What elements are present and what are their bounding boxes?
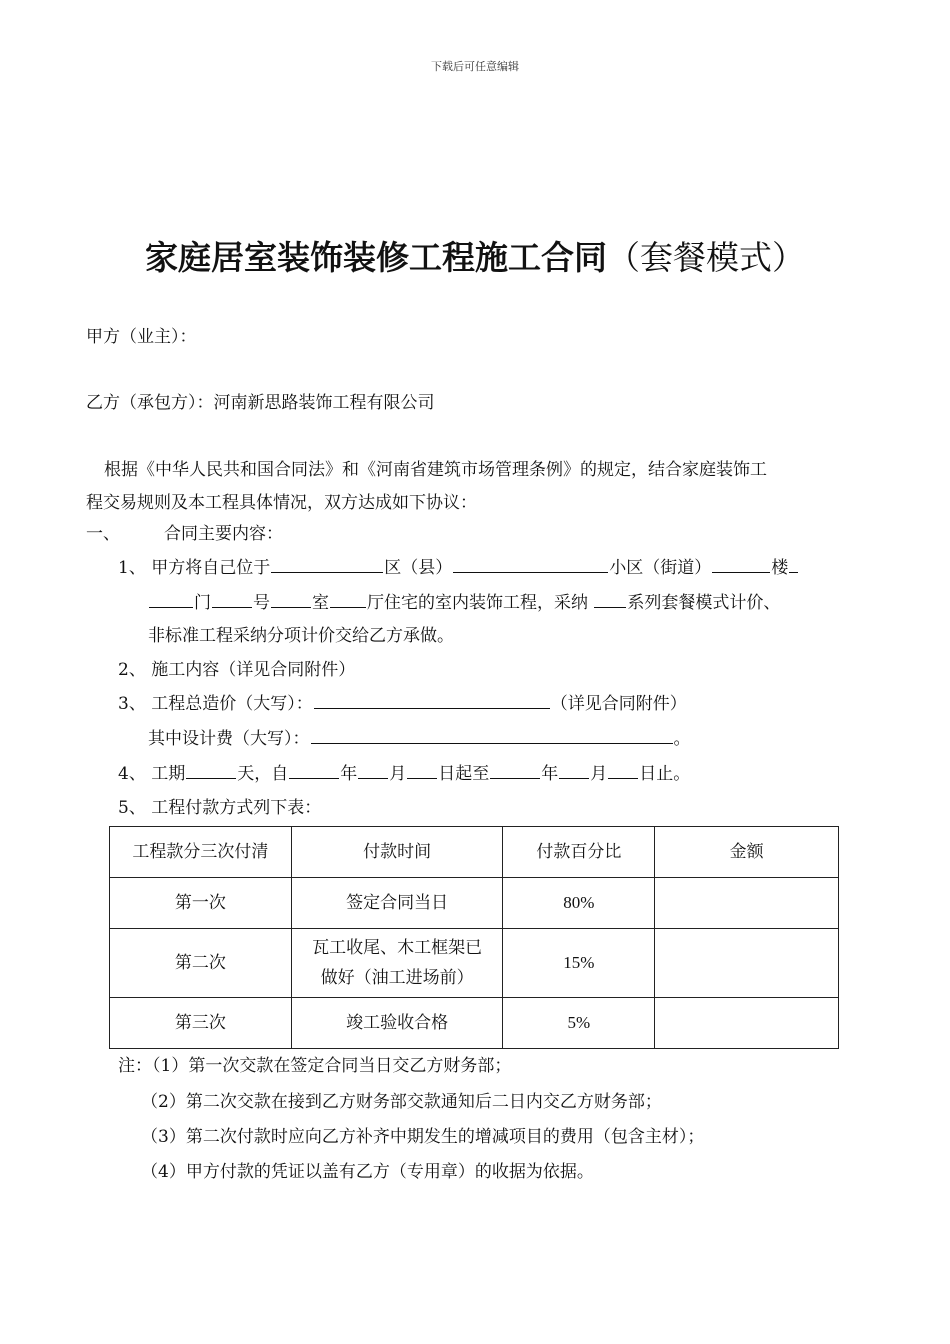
note-3: （3）第二次付款时应向乙方补齐中期发生的增减项目的费用（包含主材）； — [141, 1127, 705, 1147]
header-cell: 金额 — [655, 827, 839, 878]
item-1-text-a: 1、 甲方将自己位于 — [118, 558, 271, 578]
item-2: 2、 施工内容（详见合同附件） — [118, 660, 356, 680]
period-text-d: 日起至 — [438, 764, 490, 784]
party-a: 甲方（业主）： — [86, 327, 197, 347]
stage-cell: 第一次 — [110, 878, 292, 929]
table-row — [110, 878, 839, 929]
period-text-a: 天，自 — [237, 764, 289, 784]
table-row — [110, 929, 839, 998]
number-blank[interactable] — [212, 590, 252, 608]
period-text-c: 月 — [389, 764, 407, 784]
period-text-b: 年 — [340, 764, 358, 784]
time-cell-line-2: 做好（油工进场前） — [320, 968, 474, 988]
item-3-line-1 — [118, 689, 687, 714]
time-cell: 竣工验收合格 — [291, 998, 503, 1049]
series-blank[interactable] — [594, 590, 626, 608]
item-1-line-2 — [148, 588, 780, 613]
item-5: 5、 工程付款方式列下表： — [118, 798, 322, 818]
title-sub: （套餐模式） — [607, 238, 805, 277]
item-1-text-c: 小区（街道） — [609, 558, 712, 578]
percent-cell: 80% — [503, 878, 655, 929]
total-price-label: 3、 工程总造价（大写）： — [118, 694, 313, 714]
stage-cell: 第三次 — [110, 998, 292, 1049]
period-label: 4、 工期 — [118, 764, 186, 784]
percent-cell: 5% — [503, 998, 655, 1049]
period-text-f: 月 — [590, 764, 608, 784]
title-main: 家庭居室装饰装修工程施工合同 — [145, 238, 607, 277]
design-fee-label: 其中设计费（大写）： — [148, 729, 310, 749]
section-1-title: 合同主要内容： — [164, 524, 283, 544]
note-2: （2）第二次交款在接到乙方财务部交款通知后二日内交乙方财务部； — [141, 1092, 662, 1112]
time-cell-line-1: 瓦工收尾、木工框架已 — [312, 938, 483, 958]
header-cell: 付款百分比 — [503, 827, 655, 878]
item-3-line-2 — [148, 724, 691, 749]
party-b: 乙方（承包方）：河南新思路装饰工程有限公司 — [86, 393, 435, 413]
item-1-text-g: 室 — [312, 593, 329, 613]
end-month-blank[interactable] — [559, 761, 589, 779]
item-1-text-b: 区（县） — [384, 558, 453, 578]
intro-line-2: 程交易规则及本工程具体情况，双方达成如下协议： — [86, 493, 477, 513]
days-blank[interactable] — [186, 761, 236, 779]
period-text-g: 日止。 — [639, 764, 691, 784]
page-title — [0, 232, 950, 279]
note-4: （4）甲方付款的凭证以盖有乙方（专用章）的收据为依据。 — [141, 1162, 594, 1182]
end-year-blank[interactable] — [490, 761, 540, 779]
section-1-heading — [86, 519, 283, 544]
building-blank[interactable] — [712, 555, 770, 573]
item-1-text-f: 号 — [253, 593, 270, 613]
item-1-text-i: 系列套餐模式计价、 — [627, 593, 781, 613]
item-1-line-1 — [118, 553, 799, 578]
start-month-blank[interactable] — [358, 761, 388, 779]
total-price-note: （详见合同附件） — [550, 694, 687, 714]
percent-cell: 15% — [503, 929, 655, 998]
item-1-text-h: 厅住宅的室内装饰工程，采纳 — [367, 593, 594, 613]
table-row — [110, 998, 839, 1049]
design-fee-end: 。 — [673, 729, 691, 749]
header-note: 下载后可任意编辑 — [431, 60, 519, 73]
header-cell: 付款时间 — [291, 827, 503, 878]
unit-blank[interactable] — [149, 590, 193, 608]
note-1: 注：（1）第一次交款在签定合同当日交乙方财务部； — [118, 1056, 512, 1076]
hall-blank[interactable] — [330, 590, 366, 608]
item-4 — [118, 759, 690, 784]
item-1-text-d: 楼 — [771, 558, 789, 578]
start-day-blank[interactable] — [407, 761, 437, 779]
item-1-text-e: 门 — [194, 593, 211, 613]
total-price-blank[interactable] — [314, 691, 550, 709]
amount-cell[interactable] — [655, 998, 839, 1049]
end-day-blank[interactable] — [608, 761, 638, 779]
payment-table — [109, 826, 839, 1049]
section-1-number: 一、 — [86, 524, 120, 544]
design-fee-blank[interactable] — [311, 726, 673, 744]
time-cell — [291, 929, 503, 998]
stage-cell: 第二次 — [110, 929, 292, 998]
amount-cell[interactable] — [655, 929, 839, 998]
amount-cell[interactable] — [655, 878, 839, 929]
room-blank[interactable] — [271, 590, 311, 608]
community-blank[interactable] — [453, 555, 608, 573]
intro-line-1: 根据《中华人民共和国合同法》和《河南省建筑市场管理条例》的规定，结合家庭装饰工 — [104, 460, 767, 480]
time-cell: 签定合同当日 — [291, 878, 503, 929]
item-1-line-3: 非标准工程采纳分项计价交给乙方承做。 — [148, 626, 454, 646]
header-cell: 工程款分三次付清 — [110, 827, 292, 878]
start-year-blank[interactable] — [289, 761, 339, 779]
building-tail-blank[interactable] — [789, 555, 798, 573]
table-header-row — [110, 827, 839, 878]
location-blank[interactable] — [271, 555, 383, 573]
period-text-e: 年 — [541, 764, 559, 784]
